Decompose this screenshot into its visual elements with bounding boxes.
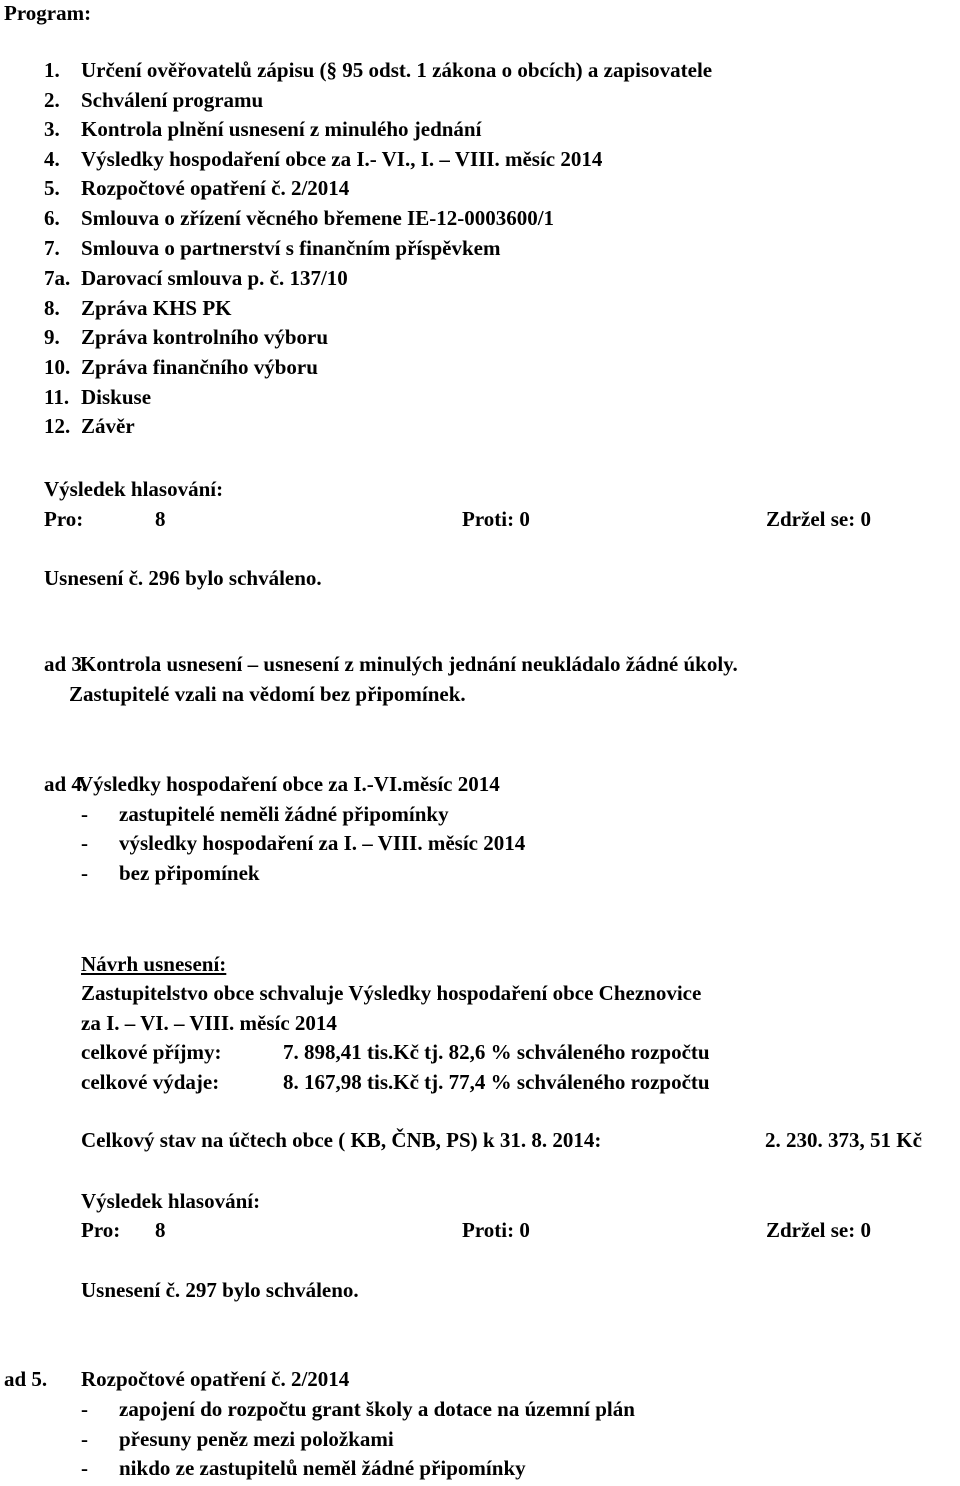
list-item-text: Darovací smlouva p. č. 137/10 <box>81 266 348 290</box>
balance-label: Celkový stav na účtech obce ( KB, ČNB, PS) k 31. 8. 2014: <box>81 1128 602 1152</box>
list-item <box>44 264 348 294</box>
vote-heading: Výsledek hlasování: <box>81 1189 261 1213</box>
dash: - <box>81 802 88 826</box>
list-item-number: 7. <box>44 236 60 260</box>
list-item-number: 2. <box>44 88 60 112</box>
list-item <box>44 204 554 234</box>
vote-pro-value: 8 <box>155 507 166 531</box>
list-item-text: Schválení programu <box>81 88 264 112</box>
balance-value: 2. 230. 373, 51 Kč <box>765 1128 922 1152</box>
program-heading: Program: <box>4 1 92 25</box>
ad4-title-line <box>44 770 500 800</box>
list-item-text: Určení ověřovatelů zápisu (§ 95 odst. 1 zákona o obcích) a zapisovatele <box>81 58 713 82</box>
vote-pro-value: 8 <box>155 1218 166 1242</box>
list-item-number: 11. <box>44 385 70 409</box>
ad4-label: ad 4. <box>44 772 88 796</box>
list-item-number: 12. <box>44 414 71 438</box>
list-item <box>44 383 151 413</box>
income-value: 7. 898,41 tis.Kč tj. 82,6 % schváleného rozpočtu <box>283 1040 710 1064</box>
list-item-number: 5. <box>44 176 60 200</box>
vote-pro-label: Pro: <box>44 507 84 531</box>
dash: - <box>81 831 88 855</box>
list-item <box>44 86 263 116</box>
list-item-number: 10. <box>44 355 71 379</box>
vote-proti: Proti: 0 <box>462 1218 530 1242</box>
bullet-text: bez připomínek <box>119 861 260 885</box>
list-item-number: 3. <box>44 117 60 141</box>
list-item-number: 7a. <box>44 266 71 290</box>
ad3-line <box>44 650 738 680</box>
list-item-number: 4. <box>44 147 60 171</box>
bullet-text: výsledky hospodaření za I. – VIII. měsíc 2014 <box>119 831 526 855</box>
bullet-item <box>81 829 525 859</box>
bullet-text: přesuny peněz mezi položkami <box>119 1427 394 1451</box>
bullet-item <box>81 1395 635 1425</box>
bullet-item <box>81 1425 394 1455</box>
list-item-text: Zpráva finančního výboru <box>81 355 318 379</box>
bullet-text: nikdo ze zastupitelů neměl žádné připomínky <box>119 1456 526 1480</box>
vote-pro-label: Pro: <box>81 1218 121 1242</box>
list-item-text: Zpráva kontrolního výboru <box>81 325 329 349</box>
list-item-number: 8. <box>44 296 60 320</box>
ad5-title: Rozpočtové opatření č. 2/2014 <box>81 1367 350 1391</box>
list-item-text: Diskuse <box>81 385 152 409</box>
bullet-text: zastupitelé neměli žádné připomínky <box>119 802 449 826</box>
bullet-text: zapojení do rozpočtu grant školy a dotace na územní plán <box>119 1397 635 1421</box>
list-item <box>44 56 712 86</box>
bullet-item <box>81 1454 526 1484</box>
list-item-text: Rozpočtové opatření č. 2/2014 <box>81 176 350 200</box>
bullet-item <box>81 800 449 830</box>
resolution-result: Usnesení č. 297 bylo schváleno. <box>81 1278 359 1302</box>
list-item-number: 1. <box>44 58 60 82</box>
proposal-line: za I. – VI. – VIII. měsíc 2014 <box>81 1011 337 1035</box>
list-item-number: 9. <box>44 325 60 349</box>
ad5-title-line <box>4 1365 349 1395</box>
list-item <box>44 412 135 442</box>
dash: - <box>81 1427 88 1451</box>
list-item <box>44 323 328 353</box>
list-item <box>44 115 481 145</box>
list-item-text: Kontrola plnění usnesení z minulého jednání <box>81 117 482 141</box>
list-item <box>44 234 500 264</box>
expense-label: celkové výdaje: <box>81 1070 220 1094</box>
list-item <box>44 353 318 383</box>
vote-zdrzel: Zdržel se: 0 <box>766 507 871 531</box>
list-item-text: Zpráva KHS PK <box>81 296 232 320</box>
vote-heading: Výsledek hlasování: <box>44 477 224 501</box>
list-item <box>44 145 602 175</box>
ad5-label: ad 5. <box>4 1367 48 1391</box>
income-label: celkové příjmy: <box>81 1040 222 1064</box>
vote-zdrzel: Zdržel se: 0 <box>766 1218 871 1242</box>
ad3-note: Zastupitelé vzali na vědomí bez připomínek. <box>69 682 466 706</box>
vote-proti: Proti: 0 <box>462 507 530 531</box>
list-item-number: 6. <box>44 206 60 230</box>
list-item <box>44 294 232 324</box>
list-item-text: Smlouva o partnerství s finančním příspěvkem <box>81 236 501 260</box>
list-item-text: Smlouva o zřízení věcného břemene IE-12-0003600/1 <box>81 206 555 230</box>
ad4-title: Výsledky hospodaření obce za I.-VI.měsíc 2014 <box>78 772 500 796</box>
bullet-item <box>81 859 260 889</box>
ad3-text: Kontrola usnesení – usnesení z minulých jednání neukládalo žádné úkoly. <box>80 652 738 676</box>
list-item <box>44 174 349 204</box>
list-item-text: Výsledky hospodaření obce za I.- VI., I. – VIII. měsíc 2014 <box>81 147 603 171</box>
resolution-result: Usnesení č. 296 bylo schváleno. <box>44 566 322 590</box>
list-item-text: Závěr <box>81 414 135 438</box>
proposal-heading: Návrh usnesení: <box>81 952 227 976</box>
ad3-label: ad 3. <box>44 652 88 676</box>
proposal-line: Zastupitelstvo obce schvaluje Výsledky hospodaření obce Cheznovice <box>81 981 702 1005</box>
dash: - <box>81 1397 88 1421</box>
dash: - <box>81 861 88 885</box>
expense-value: 8. 167,98 tis.Kč tj. 77,4 % schváleného rozpočtu <box>283 1070 710 1094</box>
dash: - <box>81 1456 88 1480</box>
